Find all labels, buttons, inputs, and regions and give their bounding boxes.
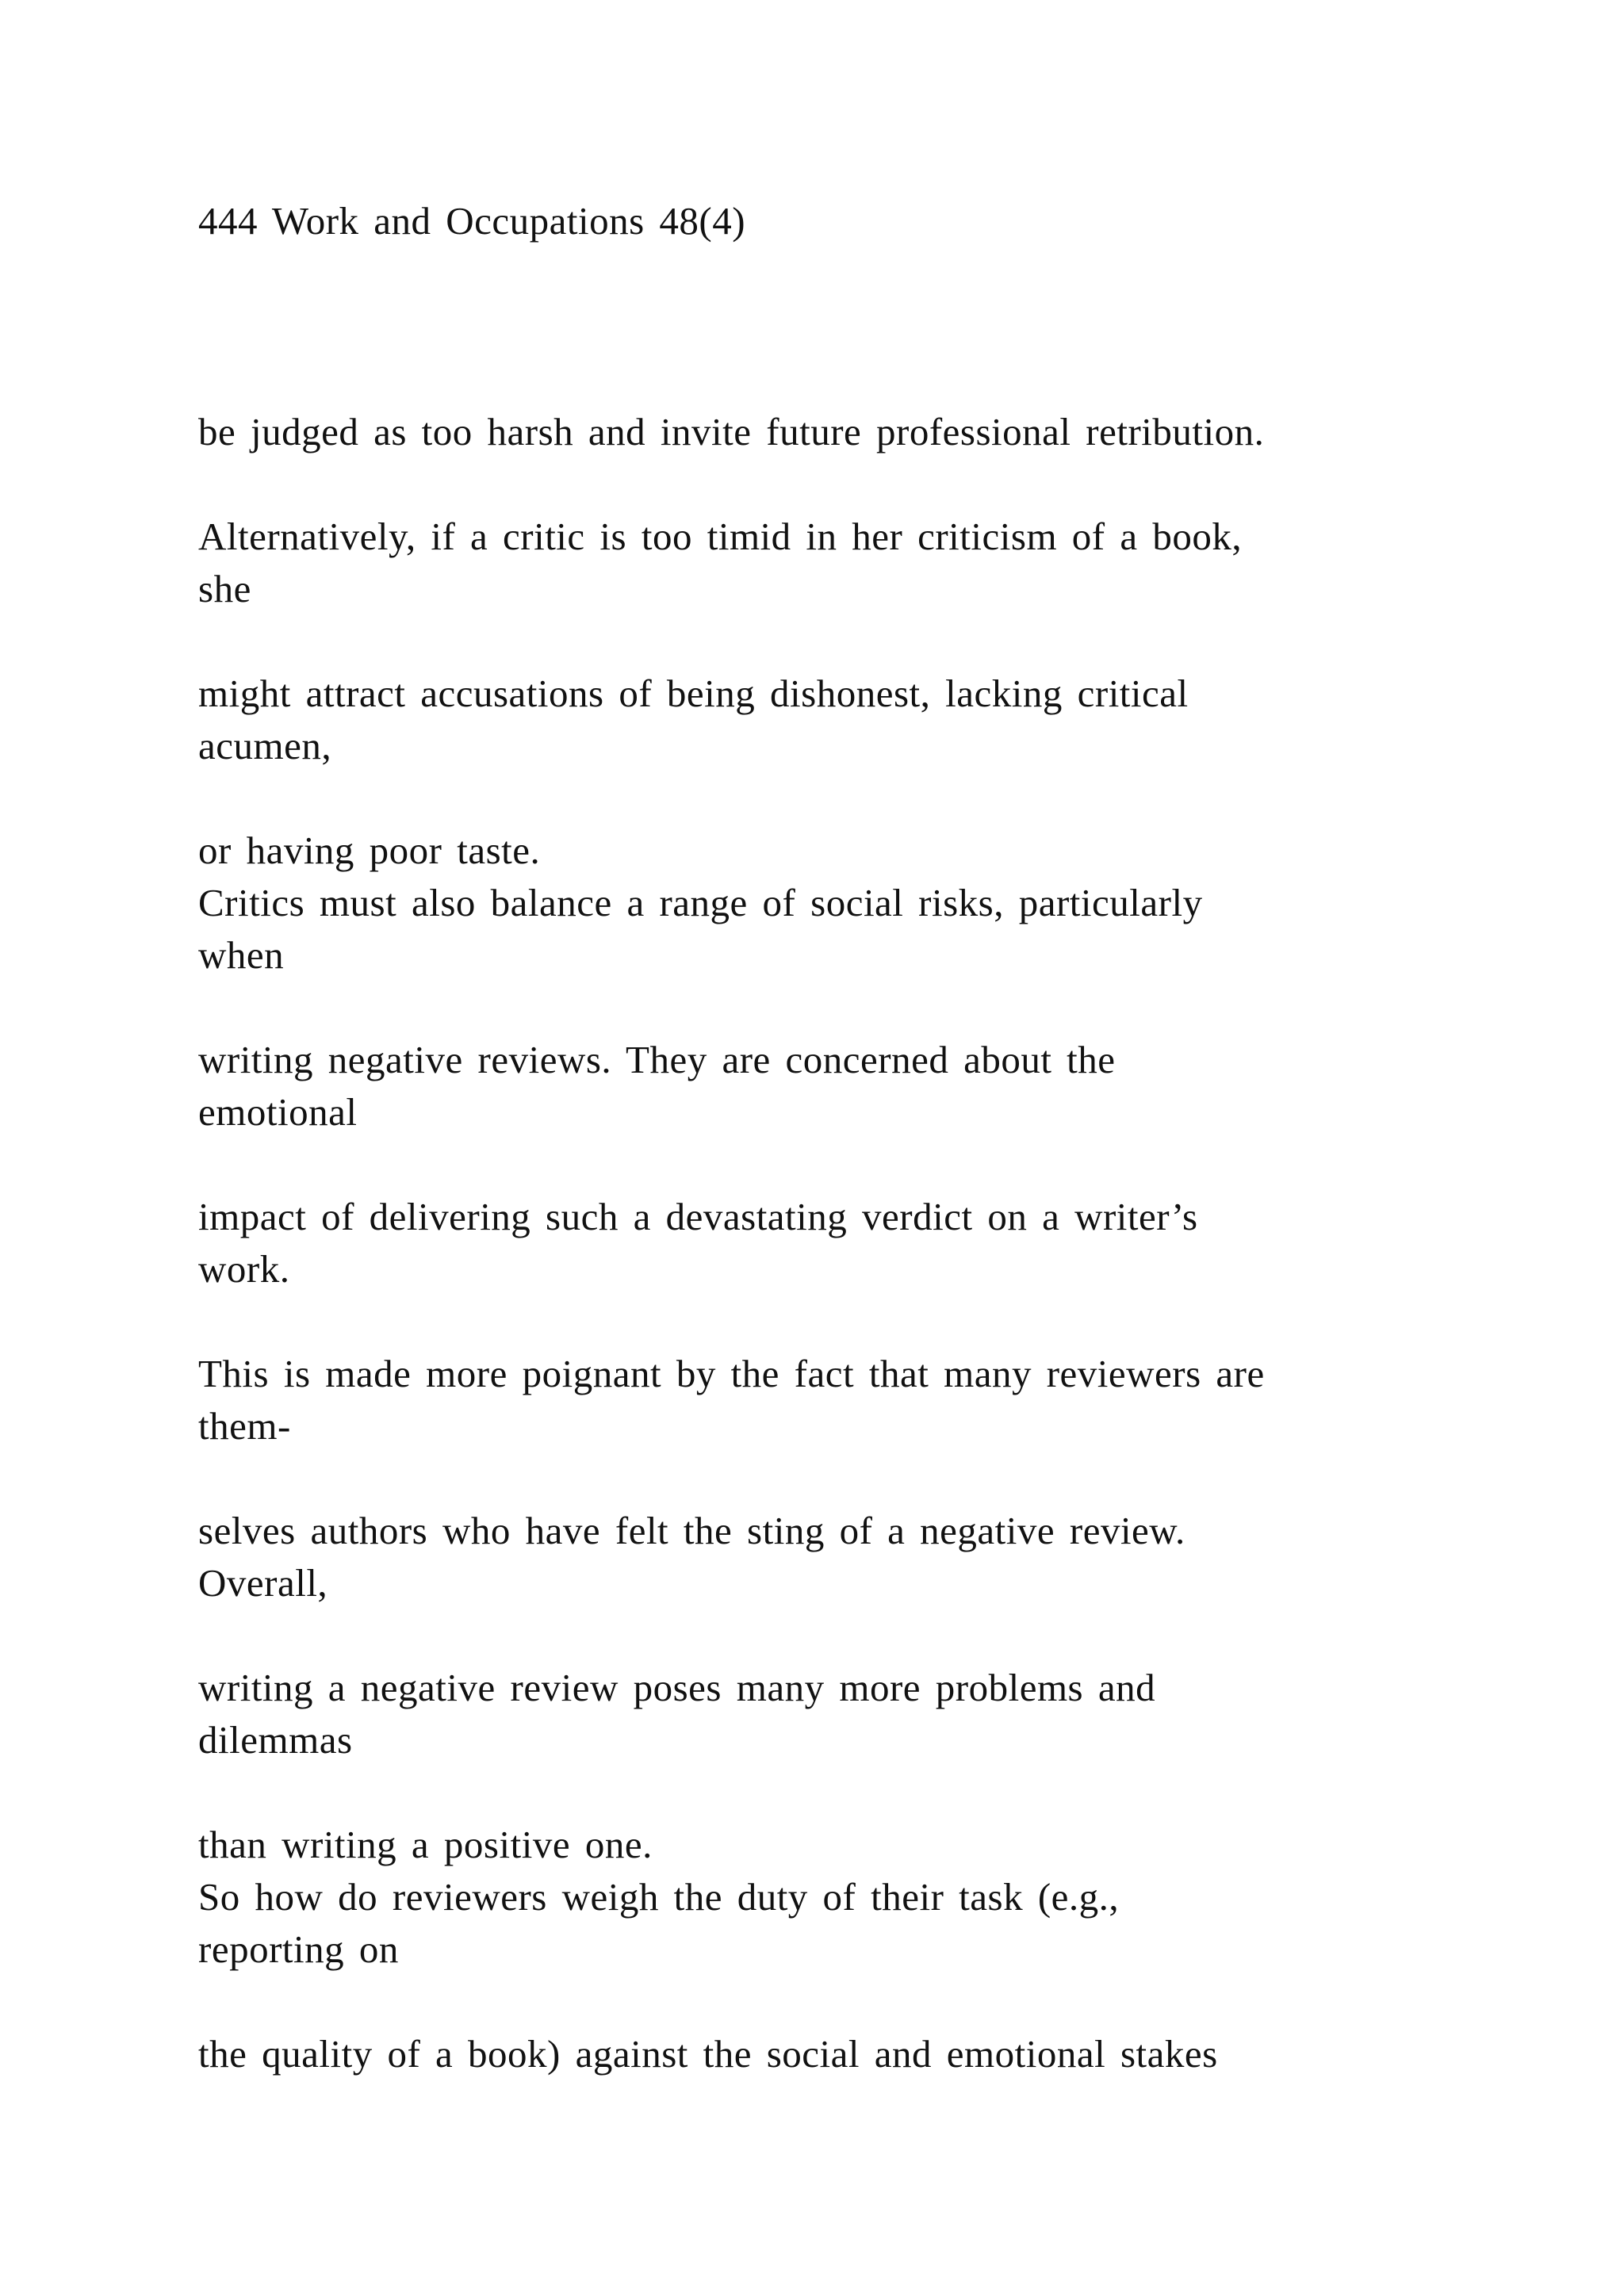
text-line: Alternatively, if a critic is too timid in her criticism of a book, [198, 515, 1243, 558]
text-line: emotional [198, 1090, 358, 1134]
text-line: might attract accusations of being dishonest, lacking critical [198, 672, 1189, 715]
text-line: the quality of a book) against the social and emotional stakes [198, 2032, 1218, 2076]
text-line: them- [198, 1404, 291, 1448]
text-line: writing negative reviews. They are concerned about the [198, 1038, 1116, 1081]
text-line: Critics must also balance a range of social risks, particularly [198, 881, 1203, 924]
text-line: Overall, [198, 1561, 328, 1605]
text-line: reporting on [198, 1927, 399, 1971]
text-line: she [198, 567, 251, 610]
text-line: when [198, 933, 285, 977]
running-head: 444 Work and Occupations 48(4) [198, 199, 746, 243]
text-line: be judged as too harsh and invite future professional retribution. [198, 410, 1265, 453]
text-line: dilemmas [198, 1718, 353, 1762]
text-line: acumen, [198, 724, 332, 767]
text-line: This is made more poignant by the fact that many reviewers are [198, 1352, 1265, 1395]
text-line: than writing a positive one. [198, 1823, 653, 1866]
text-line: or having poor taste. [198, 828, 541, 872]
text-line: So how do reviewers weigh the duty of their task (e.g., [198, 1875, 1120, 1919]
text-line: writing a negative review poses many more problems and [198, 1666, 1156, 1709]
text-line: selves authors who have felt the sting of a negative review. [198, 1509, 1185, 1552]
text-line: impact of delivering such a devastating verdict on a writer’s [198, 1195, 1198, 1238]
text-line: work. [198, 1247, 290, 1291]
